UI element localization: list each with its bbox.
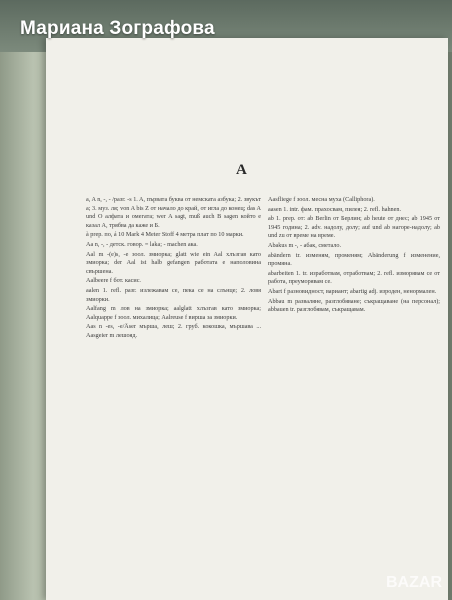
dictionary-entry: Aa n, -, - детск. говор. = laka; - machen ака. bbox=[86, 240, 198, 248]
dictionary-entry: Aalfang m лов на змиорка; aalglatt хлъзгав като змиорка; Aalquappe f зоол. михалица; Aalreuse f вирша за змиорки. bbox=[86, 305, 261, 321]
dictionary-entry: Abakus m -, - абак, сметало. bbox=[268, 241, 342, 249]
section-letter: A bbox=[236, 162, 247, 178]
dictionary-entry: Aalbeere f бот. касис. bbox=[86, 277, 141, 285]
right-column bbox=[268, 196, 440, 591]
dictionary-entry: Aasfliege f зоол. месна муха (Calliphora). bbox=[268, 196, 375, 203]
dictionary-entry: abändern tr. изменям, променям; Abänderung f изменение, промяна. bbox=[268, 251, 440, 268]
dictionary-entry: abarbeiten 1. tr. изработвам, отработвам; 2. refl. изморявам се от работа, преуморявам се. bbox=[268, 269, 440, 286]
dictionary-entry: Aal m -(e)s, -e зоол. змиорка; glatt wie ein Aal хлъзгав като змиорка; der Aal ist halb gefangen работата е наполовина свършена. bbox=[86, 250, 261, 275]
seller-name: Мариана Зографова bbox=[20, 18, 215, 39]
site-watermark: BAZAR bbox=[386, 574, 442, 591]
dictionary-entry: Aas n -es, -e/Äser мърша, леш; 2. груб. кокошка, мършава ... Aasgeier m лешояд. bbox=[86, 323, 261, 339]
dictionary-entry: Abbau m разваляне, разглобяване; съкращаване (на персонал); abbauen tr. разглобявам, съкращавам. bbox=[268, 297, 440, 314]
dictionary-entry: aalen 1. refl. разг. излежавам се, пека се на слънце; 2. ловя змиорки. bbox=[86, 286, 261, 303]
dictionary-entry: ab 1. prep. от: ab Berlin от Берлин; ab heute от днес; ab 1945 от 1945 година; 2. adv. надолу, долу; auf und ab нагоре-надолу; ab und zu от време на време. bbox=[268, 215, 440, 240]
left-column bbox=[86, 196, 261, 591]
dictionary-entry: à prep. по, á 10 Mark 4 Meter Stoff 4 метра плат по 10 марки. bbox=[86, 231, 244, 239]
dictionary-entry: a, A n, -, - /разг. -s 1. A, първата буква от немската азбука; 2. звукът а; 3. муз. ля; von A bis Z от начало до край, от игла до конец; das A und O алфата и омегата; wer A sagt, muß auch B sagen който е казал А, трябва да каже и Б. bbox=[86, 196, 261, 229]
dictionary-entry: Abart f разновидност, вариант; abartig adj. изроден, ненормален. bbox=[268, 287, 437, 295]
dictionary-entry: aasen 1. intr. фам. прахосвам, пилея; 2. refl. hahnen. bbox=[268, 205, 402, 213]
